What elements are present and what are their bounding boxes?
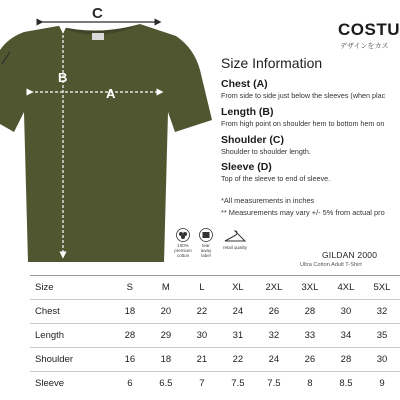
table-cell: 29 — [148, 324, 184, 348]
retail-badge — [220, 228, 250, 250]
tshirt-shape — [0, 24, 212, 262]
table-cell: 21 — [184, 348, 220, 372]
header-size: 4XL — [328, 276, 364, 300]
hanger-icon — [223, 228, 247, 244]
table-cell: 8.5 — [328, 372, 364, 396]
retail-label: retail quality — [222, 245, 247, 250]
table-cell: 7 — [184, 372, 220, 396]
definition-chest — [221, 78, 400, 101]
cotton-label: 100% premium cotton — [174, 243, 192, 258]
label-a: A — [106, 86, 116, 101]
brand-logo: COSTU — [338, 20, 400, 39]
neck-tag — [92, 33, 104, 40]
table-cell: 6 — [112, 372, 148, 396]
header-size: 5XL — [364, 276, 400, 300]
definition-title: Sleeve (D) — [221, 161, 272, 173]
row-label: Length — [30, 324, 112, 348]
definition-text: Shoulder to shoulder length. — [221, 147, 311, 156]
table-cell: 16 — [112, 348, 148, 372]
definition-length — [221, 106, 400, 129]
table-cell: 7.5 — [220, 372, 256, 396]
header-label: Size — [30, 276, 112, 300]
table-row — [30, 348, 400, 372]
definition-text: From high point on shoulder hem to bottom hem on — [221, 119, 385, 128]
definition-shoulder — [221, 134, 400, 157]
table-cell: 26 — [256, 300, 292, 324]
table-cell: 33 — [292, 324, 328, 348]
definition-title: Shoulder (C) — [221, 134, 284, 146]
table-cell: 24 — [220, 300, 256, 324]
table-cell: 34 — [328, 324, 364, 348]
table-row — [30, 372, 400, 396]
table-cell: 28 — [328, 348, 364, 372]
table-cell: 9 — [364, 372, 400, 396]
definition-text: Top of the sleeve to end of sleeve. — [221, 174, 331, 183]
table-cell: 28 — [292, 300, 328, 324]
definition-title: Chest (A) — [221, 78, 268, 90]
size-info-title: Size Information — [221, 55, 323, 71]
size-chart-table — [30, 275, 400, 395]
row-label: Sleeve — [30, 372, 112, 396]
table-cell: 24 — [256, 348, 292, 372]
header-size: M — [148, 276, 184, 300]
table-cell: 26 — [292, 348, 328, 372]
table-cell: 18 — [148, 348, 184, 372]
table-cell: 32 — [364, 300, 400, 324]
table-cell: 22 — [184, 300, 220, 324]
row-label: Shoulder — [30, 348, 112, 372]
header-size: XL — [220, 276, 256, 300]
table-cell: 30 — [364, 348, 400, 372]
note-inches: *All measurements in inches — [221, 196, 315, 205]
table-cell: 30 — [328, 300, 364, 324]
table-cell: 28 — [112, 324, 148, 348]
table-cell: 18 — [112, 300, 148, 324]
label-b: B — [58, 70, 68, 85]
tear-away-icon — [199, 228, 213, 242]
note-variance: ** Measurements may vary +/- 5% from actual pro — [221, 208, 385, 217]
cotton-icon — [176, 228, 190, 242]
table-header-row — [30, 276, 400, 300]
row-label: Chest — [30, 300, 112, 324]
cotton-badge — [174, 228, 192, 258]
definition-text: From side to side just below the sleeves (when plac — [221, 91, 386, 100]
definition-sleeve — [221, 161, 400, 184]
product-model: GILDAN 2000 — [322, 250, 378, 260]
table-cell: 8 — [292, 372, 328, 396]
table-row — [30, 300, 400, 324]
header-size: L — [184, 276, 220, 300]
header-size: S — [112, 276, 148, 300]
product-description: Ultra Cotton Adult T-Shirt — [300, 262, 362, 268]
tear-away-badge — [197, 228, 215, 258]
table-cell: 22 — [220, 348, 256, 372]
definition-title: Length (B) — [221, 106, 274, 118]
table-cell: 20 — [148, 300, 184, 324]
table-cell: 30 — [184, 324, 220, 348]
table-cell: 6.5 — [148, 372, 184, 396]
table-row — [30, 324, 400, 348]
header-size: 2XL — [256, 276, 292, 300]
table-cell: 35 — [364, 324, 400, 348]
label-c: C — [92, 5, 103, 22]
tear-away-label: tear away label — [200, 243, 212, 258]
header-size: 3XL — [292, 276, 328, 300]
table-cell: 7.5 — [256, 372, 292, 396]
table-cell: 32 — [256, 324, 292, 348]
brand-tagline: デザインをカス — [340, 43, 389, 50]
table-cell: 31 — [220, 324, 256, 348]
